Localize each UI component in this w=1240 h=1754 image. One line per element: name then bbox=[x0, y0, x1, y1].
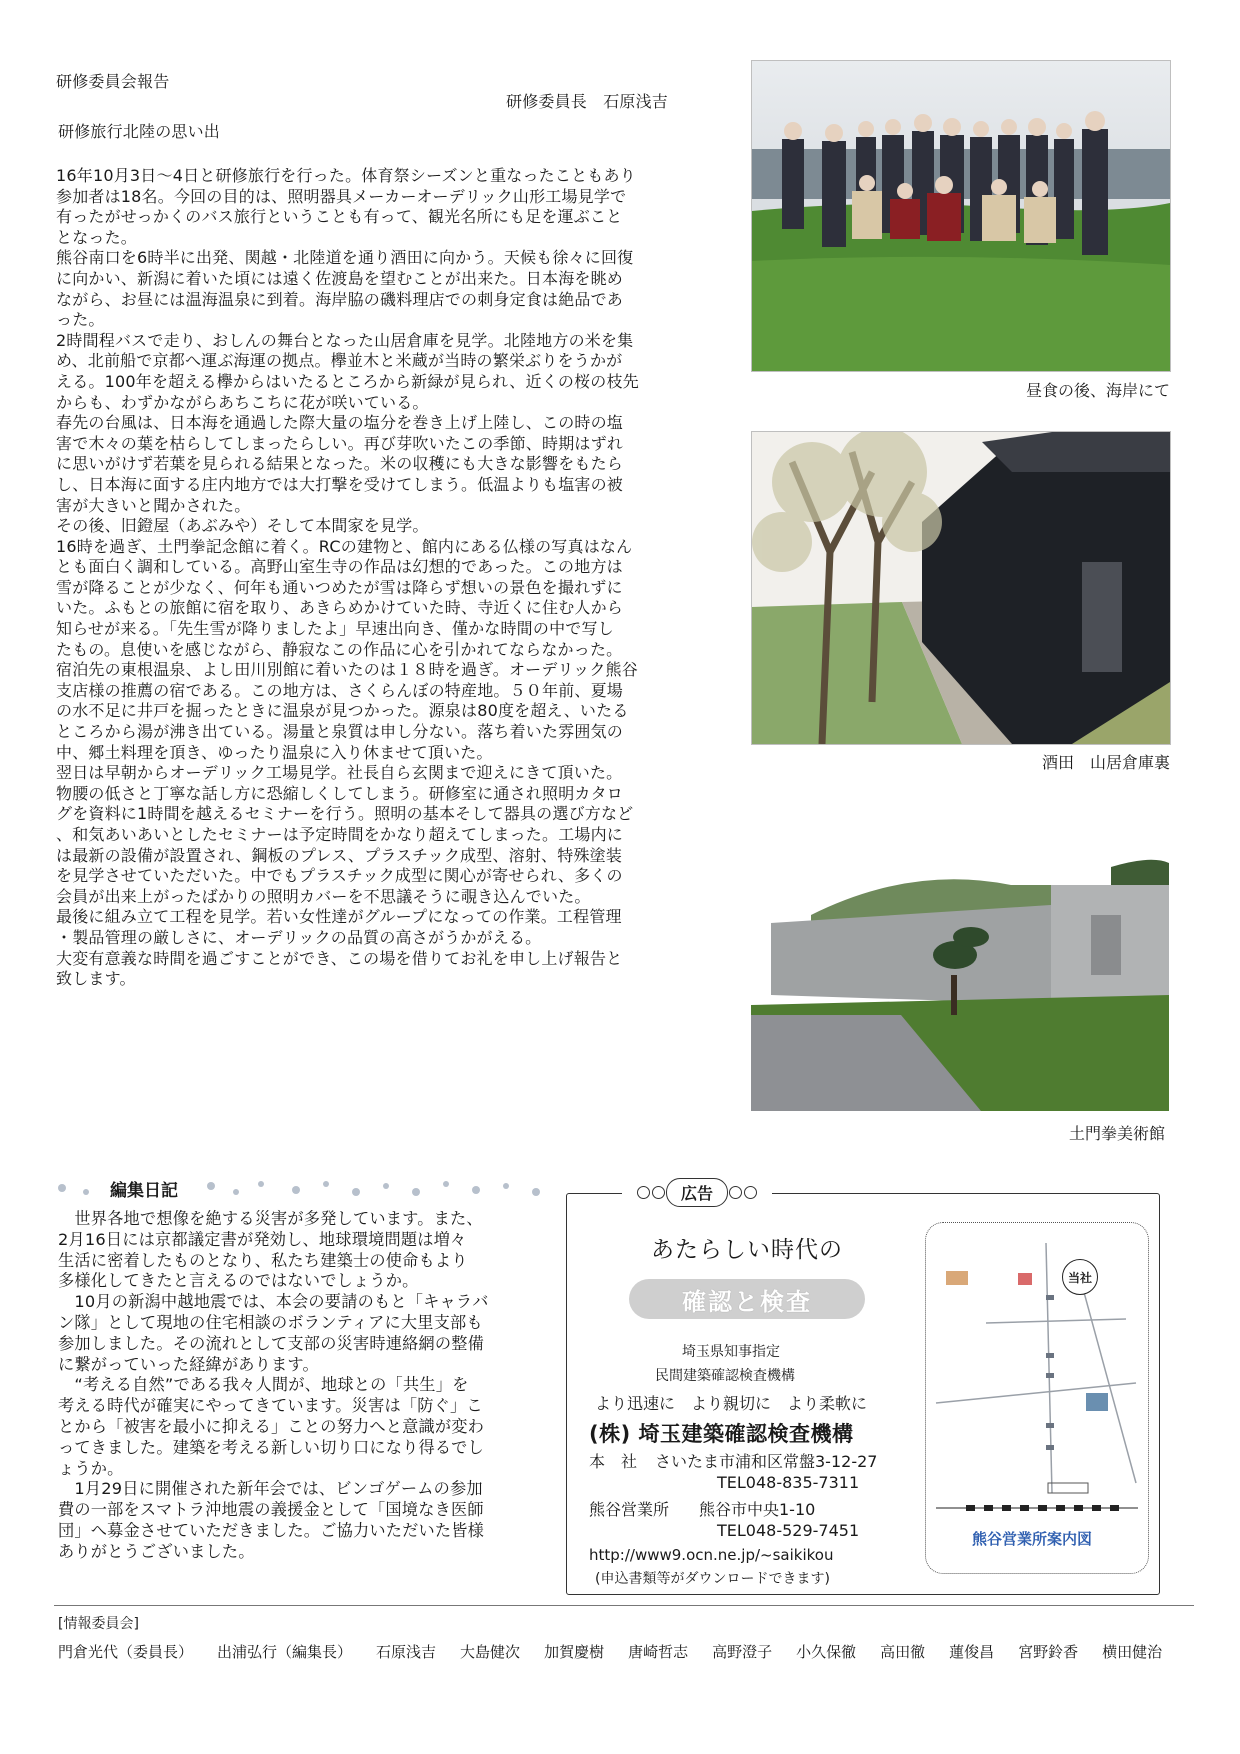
report-line: の水不足に井戸を掘ったときに温泉が見つかった。源泉は80度を超え、いたる bbox=[56, 701, 629, 721]
report-line: 雪が降ることが少なく、何年も通いつめたが雪は降らず想いの景色を撮れずに bbox=[56, 577, 623, 597]
editor-line: 多様化してきたと言えるのではないでしょうか。 bbox=[58, 1271, 419, 1291]
editor-line: ょうか。 bbox=[58, 1458, 124, 1478]
ad-label-text: 広告 bbox=[666, 1178, 728, 1207]
editor-line: に繋がっていった経緯があります。 bbox=[58, 1354, 319, 1374]
ad-download-note: (申込書類等がダウンロードできます) bbox=[595, 1571, 830, 1587]
report-line: 致します。 bbox=[56, 969, 136, 989]
ad-company-name: (株) 埼玉建築確認検査機構 bbox=[589, 1422, 854, 1446]
map-caption: 熊谷営業所案内図 bbox=[972, 1530, 1093, 1548]
editor-line: ありがとうございました。 bbox=[58, 1541, 255, 1561]
report-line: 会員が出来上がったばかりの照明カバーを不思議そうに覗き込んでいた。 bbox=[56, 886, 591, 906]
committee-member: 横田健治 bbox=[1102, 1643, 1163, 1661]
committee-member: 高田徹 bbox=[880, 1643, 926, 1661]
ad-banner-text: 確認と検査 bbox=[682, 1287, 812, 1316]
editor-line: 考える時代が確実にやってきています。災害は「防ぐ」こ bbox=[58, 1396, 483, 1416]
committee-members bbox=[58, 1641, 1186, 1662]
report-line: 16年10月3日〜4日と研修旅行を行った。体育祭シーズンと重なったこともあり bbox=[56, 166, 636, 185]
ad-headline: あたらしい時代の bbox=[651, 1237, 843, 1263]
report-line: に思いがけず若葉を見られる結果となった。米の収穫にも大きな影響をもたら bbox=[56, 454, 624, 474]
report-line: ところから湯が沸き出ている。湯量と泉質は申し分ない。落ち着いた雰囲気の bbox=[56, 722, 624, 742]
editor-line: 生活に密着したものとなり、私たち建築士の使命もより bbox=[58, 1250, 468, 1270]
report-line: 害で木々の葉を枯らしてしまったらしい。再び芽吹いたこの季節、時期はずれ bbox=[56, 433, 624, 453]
report-line: し、日本海に面する庄内地方では大打撃を受けてしまう。低温よりも塩害の被 bbox=[56, 474, 624, 494]
report-line: 熊谷南口を6時半に出発、関越・北陸道を通り酒田に向かう。天候も徐々に回復 bbox=[56, 248, 634, 268]
report-line: とも面白く調和している。高野山室生寺の作品は幻想的であった。この地方は bbox=[56, 557, 623, 577]
committee-member: 加賀慶樹 bbox=[544, 1643, 605, 1661]
committee-member: 大島健次 bbox=[460, 1643, 521, 1661]
ad-website-link[interactable]: http://www9.ocn.ne.jp/~saikikou bbox=[589, 1546, 834, 1564]
report-line: 、和気あいあいとしたセミナーは予定時間をかなり超えてしまった。工場内に bbox=[56, 825, 624, 844]
report-line: 春先の台風は、日本海を通過した際大量の塩分を巻き上げ上陸し、この時の塩 bbox=[56, 413, 624, 433]
ad-hq-tel: TEL048-835-7311 bbox=[717, 1473, 860, 1492]
committee-member: 宮野鈴香 bbox=[1018, 1643, 1079, 1661]
report-line: たもの。息使いを感じながら、静寂なこの作品に心を引かれてならなかった。 bbox=[56, 639, 623, 659]
editor-line: 参加しました。その流れとして支部の災害時連絡網の整備 bbox=[58, 1333, 485, 1353]
ad-branch-address: 熊谷市中央1-10 bbox=[699, 1500, 816, 1519]
report-line: 中、郷土料理を頂き、ゆったり温泉に入り休ませて頂いた。 bbox=[56, 742, 493, 762]
report-title: 研修旅行北陸の思い出 bbox=[58, 122, 221, 141]
report-line: 害が大きいと聞かされた。 bbox=[56, 495, 251, 515]
photo-caption-warehouse: 酒田 山居倉庫裏 bbox=[1041, 753, 1170, 772]
committee-member: 出浦弘行（編集長） bbox=[217, 1643, 353, 1661]
editor-line: 10月の新潟中越地震では、本会の要請のもと「キャラバ bbox=[58, 1292, 489, 1312]
report-line: グを資料に1時間を越えるセミナーを行う。照明の基本そして器具の選び方など bbox=[56, 804, 634, 824]
report-line: 大変有意義な時間を過ごすことができ、この場を借りてお礼を申し上げ報告と bbox=[56, 948, 623, 968]
report-line: 有ったがせっかくのバス旅行ということも有って、観光名所にも足を運ぶこと bbox=[56, 207, 623, 227]
editor-diary-title: 編集日記 bbox=[110, 1181, 178, 1201]
report-line: となった。 bbox=[56, 227, 138, 247]
ad-label bbox=[622, 1177, 772, 1207]
warehouse-photo bbox=[751, 431, 1171, 745]
report-line: その後、旧鐙屋（あぶみや）そして本間家を見学。 bbox=[56, 516, 429, 536]
editor-line: ってきました。建築を考える新しい切り口になり得るでし bbox=[58, 1437, 484, 1457]
ad-designation-2: 民間建築確認検査機構 bbox=[655, 1368, 795, 1384]
report-line: 16時を過ぎ、土門拳記念館に着く。RCの建物と、館内にある仏様の写真はなん bbox=[56, 536, 633, 556]
group-photo bbox=[751, 60, 1171, 372]
committee-member: 門倉光代（委員長） bbox=[58, 1643, 194, 1661]
footer-divider bbox=[54, 1605, 1194, 1606]
report-line: ・製品管理の厳しさに、オーデリックの品質の高さがうかがえる。 bbox=[56, 927, 542, 947]
section-heading: 研修委員会報告 bbox=[56, 72, 170, 91]
editor-line: 団」へ募金させていただきました。ご協力いただいた皆様 bbox=[58, 1520, 485, 1540]
report-line: からも、わずかながらあちこちに花が咲いている。 bbox=[56, 392, 429, 412]
report-line: ながら、お昼には温海温泉に到着。海岸脇の磯料理店での刺身定食は絶品であ bbox=[56, 289, 624, 309]
committee-member: 蓮俊昌 bbox=[949, 1643, 995, 1661]
report-line: 知らせが来る。「先生雪が降りましたよ」早速出向き、僅かな時間の中で写し bbox=[56, 619, 614, 639]
report-line: に向かい、新潟に着いた頃には遠く佐渡島を望むことが出来た。日本海を眺め bbox=[56, 268, 624, 288]
report-line: は最新の設備が設置され、鋼板のプレス、プラスチック成型、溶射、特殊塗装 bbox=[56, 845, 623, 865]
report-line: いた。ふもとの旅館に宿を取り、あきらめかけていた時、寺近くに住む人から bbox=[56, 598, 624, 618]
ad-hq-label: 本 社 bbox=[589, 1452, 638, 1471]
report-line: った。 bbox=[56, 310, 105, 330]
report-line: 参加者は18名。今回の目的は、照明器具メーカーオーデリック山形工場見学で bbox=[56, 186, 627, 206]
editor-line: とから「被害を最小に抑える」ことの努力へと意識が変わ bbox=[58, 1416, 485, 1436]
ad-branch-tel: TEL048-529-7451 bbox=[717, 1521, 860, 1540]
report-line: を見学させていただいた。中でもプラスチック成型に関心が寄せられ、多くの bbox=[56, 866, 623, 886]
photo-caption-museum: 土門拳美術館 bbox=[1068, 1124, 1165, 1143]
ad-banner bbox=[629, 1279, 865, 1319]
editor-line: 費の一部をスマトラ沖地震の義援金として「国境なき医師 bbox=[58, 1500, 484, 1520]
map-office-marker: 当社 bbox=[1062, 1259, 1098, 1295]
street-map-graphic bbox=[926, 1223, 1148, 1533]
report-line: 最後に組み立て工程を見学。若い女性達がグループになっての作業。工程管理 bbox=[56, 907, 622, 927]
report-line: 翌日は早朝からオーデリック工場見学。社長自ら玄関まで迎えにきて頂いた。 bbox=[56, 763, 623, 783]
report-author: 研修委員長 石原浅吉 bbox=[506, 92, 669, 111]
ad-slogan: より迅速に より親切に より柔軟に bbox=[595, 1394, 868, 1413]
report-line: 物腰の低さと丁寧な話し方に恐縮しくしてしまう。研修室に通され照明カタロ bbox=[56, 783, 624, 803]
report-line: 2時間程バスで走り、おしんの舞台となった山居倉庫を見学。北陸地方の米を集 bbox=[56, 330, 634, 350]
report-line: 支店様の推薦の宿である。この地方は、さくらんぼの特産地。５０年前、夏場 bbox=[56, 680, 624, 700]
committee-member: 石原浅吉 bbox=[376, 1643, 437, 1661]
editor-line: 2月16日には京都議定書が発効し、地球環境問題は増々 bbox=[58, 1229, 467, 1249]
editor-diary-body bbox=[58, 1209, 554, 1563]
report-line: える。100年を超える欅からはいたるところから新緑が見られ、近くの桜の枝先 bbox=[56, 371, 639, 391]
committee-label: [情報委員会] bbox=[58, 1616, 139, 1632]
ad-hq-address: さいたま市浦和区常盤3-12-27 bbox=[655, 1452, 878, 1471]
committee-member: 唐崎哲志 bbox=[628, 1643, 689, 1661]
editor-line: 1月29日に開催された新年会では、ビンゴゲームの参加 bbox=[58, 1479, 483, 1499]
report-line: め、北前船で京都へ運ぶ海運の拠点。欅並木と米蔵が当時の繁栄ぶりをうかが bbox=[56, 351, 623, 371]
office-map bbox=[925, 1222, 1149, 1574]
editor-line: “考える自然”である我々人間が、地球との「共生」を bbox=[58, 1375, 469, 1395]
advertisement-box bbox=[566, 1183, 1160, 1595]
ad-designation-1: 埼玉県知事指定 bbox=[682, 1344, 780, 1360]
report-line: 宿泊先の東根温泉、よし田川別館に着いたのは１８時を過ぎ。オーデリック熊谷 bbox=[56, 660, 638, 680]
museum-photo bbox=[751, 845, 1169, 1111]
editor-line: ン隊」として現地の住宅相談のボランティアに大里支部も bbox=[58, 1312, 483, 1332]
editor-line: 世界各地で想像を絶する災害が多発しています。また、 bbox=[58, 1209, 483, 1228]
committee-member: 小久保徹 bbox=[796, 1643, 857, 1661]
photo-caption-group: 昼食の後、海岸にて bbox=[1025, 381, 1170, 400]
committee-member: 高野澄子 bbox=[712, 1643, 773, 1661]
ad-branch-label: 熊谷営業所 bbox=[589, 1500, 670, 1519]
report-body bbox=[56, 166, 718, 990]
